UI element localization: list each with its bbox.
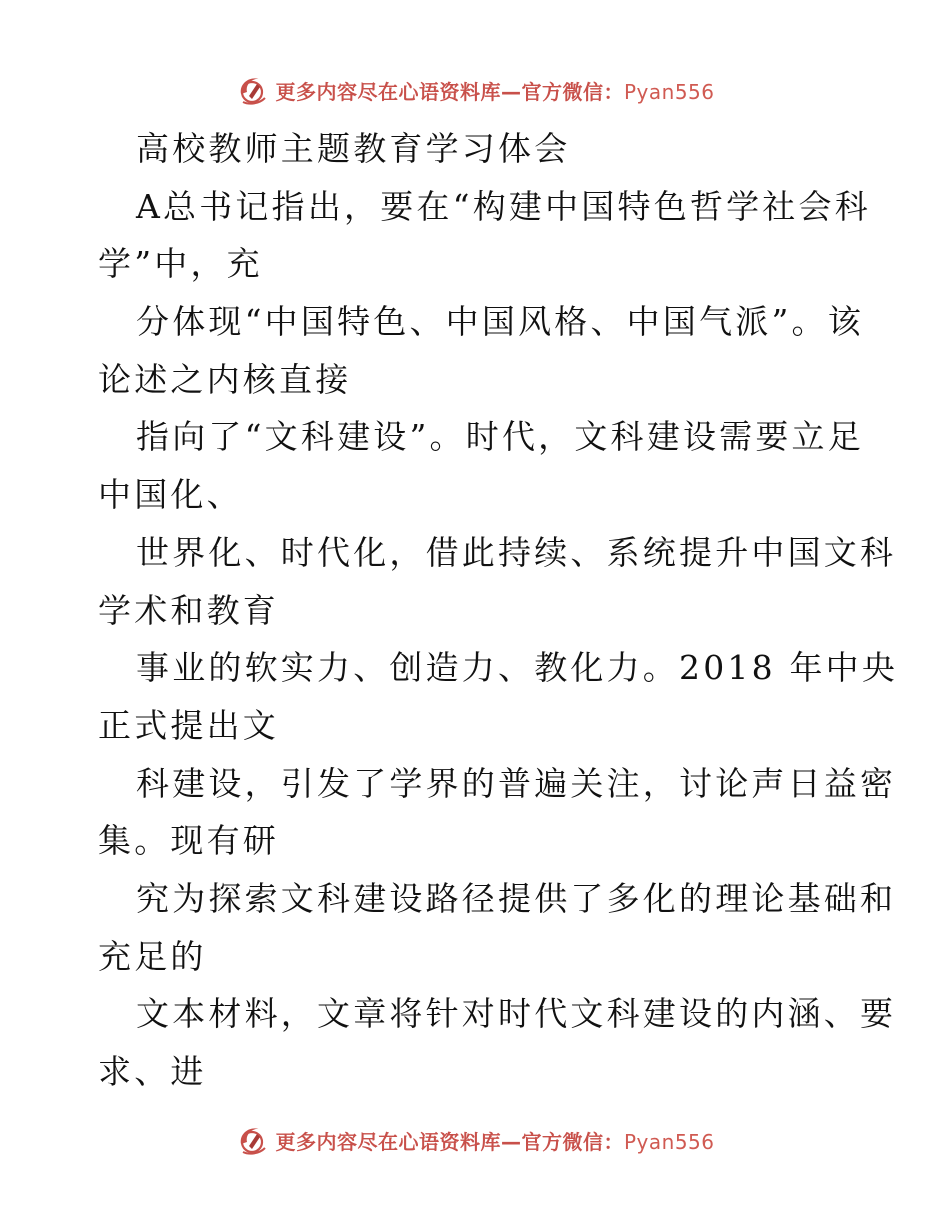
banner-text [275,76,714,105]
paragraph-line: 指向了“文科建设”。时代，文科建设需要立足 [136,417,864,457]
banner-text [275,1126,714,1155]
paragraph-line: 究为探索文科建设路径提供了多化的理论基础和 [136,878,897,918]
paragraph-line: 文本材料，文章将针对时代文科建设的内涵、要 [136,994,897,1034]
pen-nib-swirl-logo-icon [235,72,271,108]
paragraph-line: 科建设，引发了学界的普遍关注，讨论声日益密 [136,763,897,803]
banner-text-wechat-id: Pyan556 [623,79,715,104]
document-body [98,120,899,1101]
pen-nib-swirl-logo-icon [235,1122,271,1158]
paragraph-line: 高校教师主题教育学习体会 [136,129,571,168]
paragraph-line: 学术和教育 [98,590,279,630]
paragraph-line: 世界化、时代化，借此持续、系统提升中国文科 [136,532,897,572]
paragraph-line: A总书记指出，要在“构建中国特色哲学社会科 [136,186,871,226]
banner-text-wechat-id: Pyan556 [623,1129,715,1154]
banner-text-cn: 更多内容尽在心语资料库—官方微信： [275,1129,624,1154]
paragraph-line: 充足的 [98,936,207,976]
paragraph-line: 集。现有研 [98,821,279,861]
paragraph-line: 分体现“中国特色、中国风格、中国气派”。该 [136,302,864,342]
paragraph-line: 正式提出文 [98,705,279,745]
paragraph-line: 中国化、 [98,475,243,515]
paragraph-line: 学”中，充 [98,244,263,284]
paragraph-line: 论述之内核直接 [98,359,352,399]
paragraph-line: 事业的软实力、创造力、教化力。2018 年中央 [136,648,899,688]
header-banner [0,70,950,110]
footer-banner [0,1120,950,1160]
paragraph-line: 求、进 [98,1052,207,1091]
banner-text-cn: 更多内容尽在心语资料库—官方微信： [275,79,624,104]
